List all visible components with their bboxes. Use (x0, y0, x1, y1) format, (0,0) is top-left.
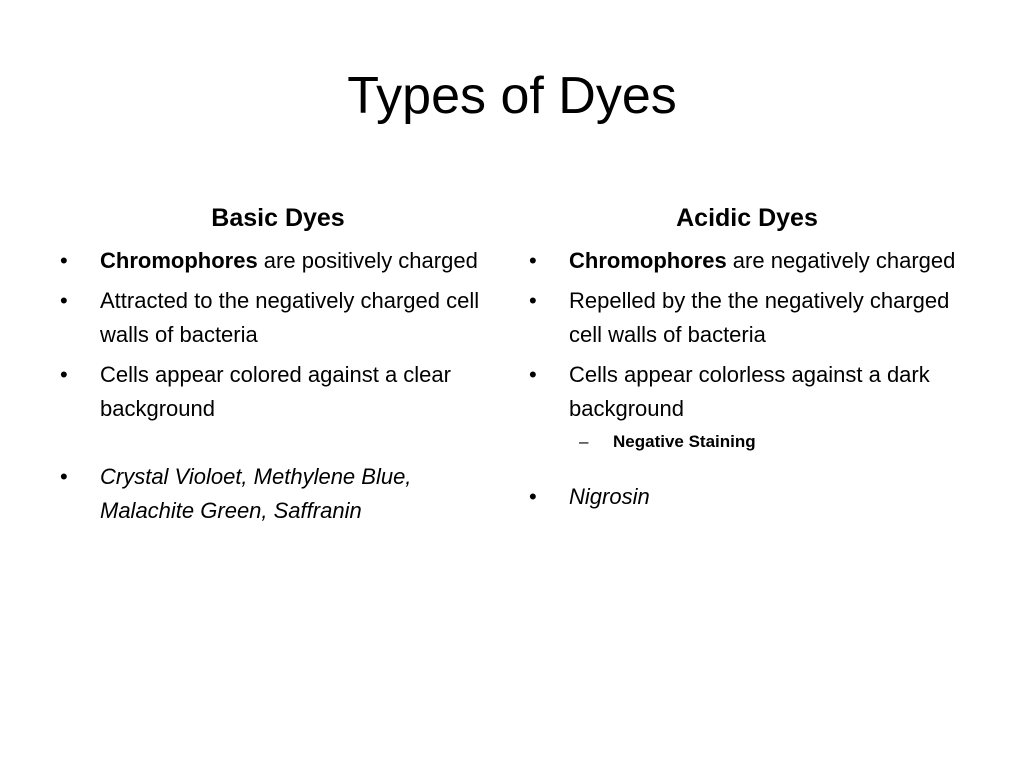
dash-icon: – (579, 432, 589, 451)
bullet-icon: • (60, 248, 68, 273)
negative-staining-label: Negative Staining (613, 432, 756, 451)
dye-examples: Nigrosin (569, 484, 650, 509)
chromophores-term: Chromophores (100, 248, 258, 273)
list-item (527, 284, 967, 352)
bullet-icon: • (529, 484, 537, 509)
list-item-text: Cells appear colored against a clear background (100, 362, 451, 421)
list-item (527, 358, 967, 454)
bullet-icon: • (60, 464, 68, 489)
list-item-text: Cells appear colorless against a dark background (569, 362, 930, 421)
acidic-dyes-column (527, 198, 967, 520)
list-item (527, 480, 967, 514)
bullet-icon: • (60, 288, 68, 313)
sub-list-item (569, 430, 967, 454)
slide-title: Types of Dyes (347, 67, 677, 125)
list-item-text: Repelled by the the negatively charged cell walls of bacteria (569, 288, 950, 347)
list-item-text: are negatively charged (726, 248, 956, 273)
bullet-icon: • (529, 248, 537, 273)
chromophores-term: Chromophores (569, 248, 727, 273)
basic-dyes-column (58, 198, 498, 534)
list-item (58, 284, 498, 352)
list-item (527, 244, 967, 278)
basic-dyes-heading: Basic Dyes (211, 204, 345, 232)
list-item (58, 358, 498, 426)
list-item (58, 244, 498, 278)
sub-list (569, 430, 967, 454)
list-item-text: are positively charged (257, 248, 478, 273)
list-item (58, 460, 498, 528)
bullet-icon: • (60, 362, 68, 387)
bullet-icon: • (529, 362, 537, 387)
list-item-text: Attracted to the negatively charged cell walls of bacteria (100, 288, 480, 347)
bullet-icon: • (529, 288, 537, 313)
acidic-dyes-heading: Acidic Dyes (676, 204, 818, 232)
dye-examples: Crystal Violoet, Methylene Blue, Malachite Green, Saffranin (100, 464, 412, 523)
basic-dyes-list (58, 244, 498, 528)
acidic-dyes-list (527, 244, 967, 514)
